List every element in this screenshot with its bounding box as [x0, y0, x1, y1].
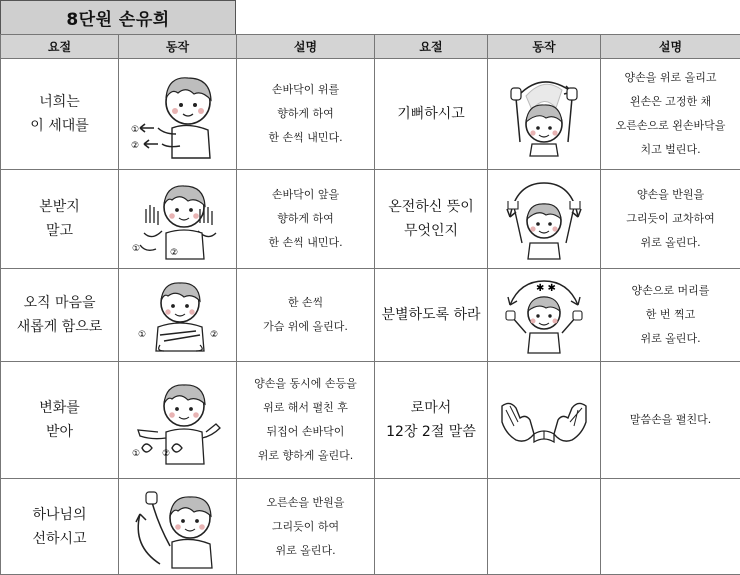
verse-cell: [1, 362, 119, 479]
header-verse-right: 요절: [375, 35, 488, 59]
description-line: 양손으로 머리를: [601, 279, 740, 303]
header-row: [1, 35, 740, 59]
description-line: 한 손씩 내민다.: [237, 231, 374, 255]
description-line: 치고 벌린다.: [601, 138, 740, 162]
description-line: 한 번 찍고: [601, 303, 740, 327]
verse-cell: [375, 59, 488, 170]
verse-line: 본받지: [1, 195, 118, 219]
child-head-tap-icon: [496, 275, 592, 355]
motion-cell: [488, 170, 601, 269]
child-hands-forward-icon: [128, 68, 228, 160]
header-motion-left: 동작: [119, 35, 237, 59]
child-arms-cross-up-icon: [496, 177, 592, 261]
open-bible-hands-icon: [496, 388, 592, 452]
verse-line: 분별하도록 하라: [375, 303, 487, 327]
verse-cell: [375, 170, 488, 269]
step-marker: ②: [131, 141, 139, 151]
description-cell: [601, 59, 740, 170]
step-marker: ①: [132, 449, 140, 459]
description-cell: [601, 170, 740, 269]
description-line: 위로 해서 펼친 후: [237, 396, 374, 420]
description-cell: [237, 170, 375, 269]
description-line: 위로 올린다.: [601, 327, 740, 351]
verse-cell: [1, 269, 119, 362]
description-line: 향하게 하여: [237, 207, 374, 231]
step-marker: ②: [170, 248, 178, 258]
verse-line: 무엇인지: [375, 219, 487, 243]
child-hands-chest-icon: [130, 275, 226, 355]
verse-line: 선하시고: [1, 527, 118, 551]
motion-cell: [488, 59, 601, 170]
table-row: [1, 269, 740, 362]
description-cell: [601, 269, 740, 362]
motion-cell: [119, 479, 237, 575]
verse-cell: [1, 59, 119, 170]
verse-cell: [375, 269, 488, 362]
step-marker: ②: [162, 449, 170, 459]
table-row: [1, 170, 740, 269]
description-line: 양손을 반원을: [601, 183, 740, 207]
child-right-arm-up-icon: [130, 484, 226, 570]
description-line: 뒤집어 손바닥이: [237, 420, 374, 444]
description-cell: [237, 59, 375, 170]
description-line: 그리듯이 교차하여: [601, 207, 740, 231]
description-line: 위로 향하게 올린다.: [237, 444, 374, 468]
motion-cell: [119, 59, 237, 170]
description-line: 말씀손을 펼친다.: [601, 408, 740, 432]
step-marker: ①: [138, 330, 146, 340]
verse-line: 하나님의: [1, 503, 118, 527]
description-cell: [601, 362, 740, 479]
step-marker: ②: [210, 330, 218, 340]
motion-cell: [488, 362, 601, 479]
child-palms-out-icon: [130, 177, 226, 261]
table-row: [1, 362, 740, 479]
table-row: [1, 59, 740, 170]
verse-line: 로마서: [375, 396, 487, 420]
verse-cell: [1, 479, 119, 575]
verse-cell: [1, 170, 119, 269]
description-line: 오른손을 반원을: [237, 491, 374, 515]
description-line: 위로 올린다.: [237, 539, 374, 563]
description-line: 한 손씩 내민다.: [237, 126, 374, 150]
description-cell: [237, 479, 375, 575]
child-clap-overhead-icon: [496, 68, 592, 160]
header-motion-right: 동작: [488, 35, 601, 59]
verse-line: 오직 마음을: [1, 291, 118, 315]
description-cell: [237, 362, 375, 479]
verse-line: 너희는: [1, 90, 118, 114]
motion-cell-empty: [488, 479, 601, 575]
description-line: 위로 올린다.: [601, 231, 740, 255]
verse-cell-empty: [375, 479, 488, 575]
description-line: 가슴 위에 올린다.: [237, 315, 374, 339]
description-line: 양손을 동시에 손등을: [237, 372, 374, 396]
description-line: 양손을 위로 올리고: [601, 66, 740, 90]
hand-play-table: [0, 34, 740, 575]
svg-text:✱ ✱: ✱ ✱: [536, 283, 556, 294]
header-description-left: 설명: [237, 35, 375, 59]
header-verse-left: 요절: [1, 35, 119, 59]
description-cell: [237, 269, 375, 362]
verse-line: 말고: [1, 219, 118, 243]
child-hands-flip-icon: [128, 374, 228, 466]
motion-cell: [119, 362, 237, 479]
step-marker: ①: [131, 125, 139, 135]
description-cell-empty: [601, 479, 740, 575]
step-marker: ①: [132, 244, 140, 254]
description-line: 그리듯이 하여: [237, 515, 374, 539]
motion-cell: [119, 269, 237, 362]
verse-line: 온전하신 뜻이: [375, 195, 487, 219]
verse-line: 12장 2절 말씀: [375, 420, 487, 444]
description-line: 왼손은 고정한 채: [601, 90, 740, 114]
table-row: [1, 479, 740, 575]
description-line: 오른손으로 왼손바닥을: [601, 114, 740, 138]
description-line: 한 손씩: [237, 291, 374, 315]
verse-line: 이 세대를: [1, 114, 118, 138]
sheet-title: 8단원 손유희: [0, 0, 236, 34]
verse-line: 변화를: [1, 396, 118, 420]
motion-cell: [488, 269, 601, 362]
verse-cell: [375, 362, 488, 479]
verse-line: 받아: [1, 420, 118, 444]
description-line: 손바닥이 앞을: [237, 183, 374, 207]
verse-line: 새롭게 함으로: [1, 315, 118, 339]
motion-cell: [119, 170, 237, 269]
description-line: 손바닥이 위를: [237, 78, 374, 102]
verse-line: 기뻐하시고: [375, 102, 487, 126]
header-description-right: 설명: [601, 35, 740, 59]
description-line: 향하게 하여: [237, 102, 374, 126]
